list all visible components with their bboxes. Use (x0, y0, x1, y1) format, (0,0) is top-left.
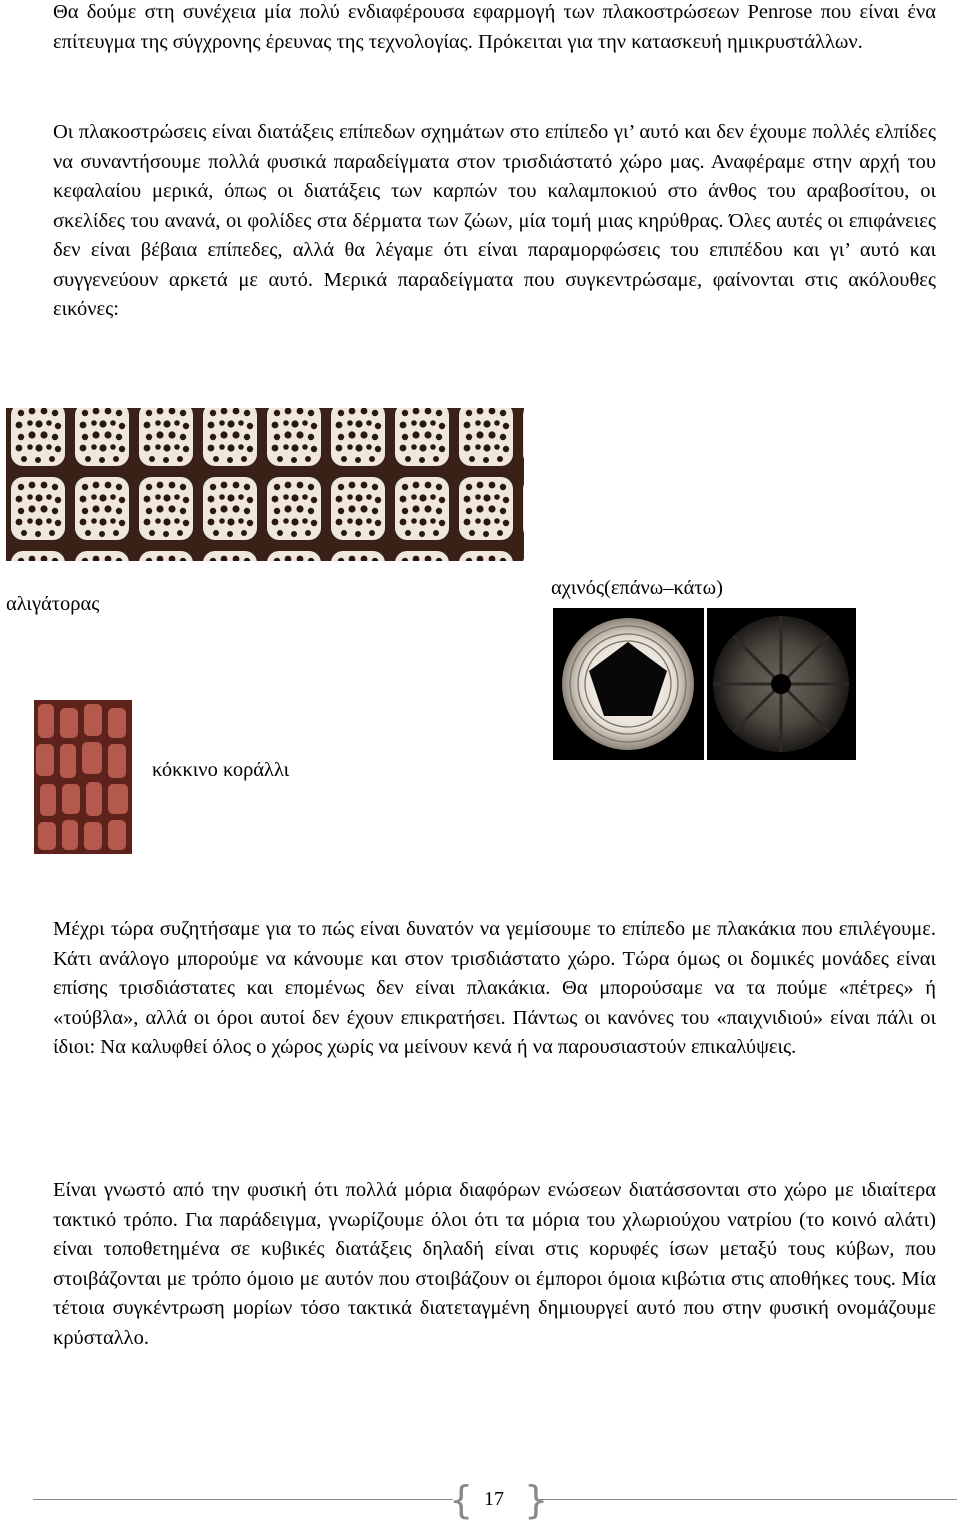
caption-sea-urchin: αχινός(επάνω–κάτω) (551, 577, 723, 599)
paragraph-surfaces: Οι πλακοστρώσεις είναι διατάξεις επίπεδων σχημάτων στο επίπεδο γι’ αυτό και δεν έχουμε πολλές ελπίδες να συναντήσουμε πολλά φυσικά παραδείγματα στον τρισδιάστατό χώρο μας. Αναφέραμε στην αρχή του κεφαλαίου μερικά, όπως οι διατάξεις των καρπών του καλαμποκιού στο άνθος του αραβοσίτου, οι σκελίδες του ανανά, οι φολίδες στα δέρματα των ζώων, μία τομή μιας κηρύθρας. Όλες αυτές οι επιφάνειες δεν είναι βέβαια επίπεδες, αλλά θα λέγαμε ότι είναι παραμορφώσεις του επιπέδου και γι’ αυτό και συγγενεύουν αρκετά με αυτό. Μερικά παραδείγματα που συγκεντρώσαμε, φαίνονται στις ακόλουθες εικόνες: (53, 121, 936, 320)
page-number: 17 (484, 1488, 504, 1510)
paragraph-crystal: Είναι γνωστό από την φυσική ότι πολλά μόρια διαφόρων ενώσεων διατάσσονται στο χώρο με ιδιαίτερα τακτικό τρόπο. Για παράδειγμα, γνωρίζουμε όλοι ότι τα μόρια του χλωριούχου νατρίου (το κοινό αλάτι) είναι τοποθετημένα σε κυβικές διατάξεις δηλαδή είναι στις κορυφές ίσων μεταξύ τους κύβων, που στοιβάζονται με τρόπο όμοιο με αυτόν που στοιβάζουν οι έμποροι όμοια κιβώτια στις αποθήκες τους. Μία τέτοια συγκέντρωση μορίων τόσο τακτικά διατεταγμένη δημιουργεί αυτό που στην φυσική ονομάζουμε κρύσταλλο. (53, 1179, 936, 1349)
paragraph-intro: Θα δούμε στη συνέχεια μία πολύ ενδιαφέρουσα εφαρμογή των πλακοστρώσεων Penrose που είναι ένα επίτευγμα της σύγχρονης έρευνας της τεχνολογίας. Πρόκειται για την κατασκευή ημικρυστάλλων. (53, 1, 936, 53)
paragraph-space: Μέχρι τώρα συζητήσαμε για το πώς είναι δυνατόν να γεμίσουμε το επίπεδο με πλακάκια που επιλέγουμε. Κάτι ανάλογο μπορούμε να κάνουμε και στον τρισδιάστατο χώρο. Τώρα όμως οι δομικές μονάδες είναι επίσης τρισδιάστατες και επομένως δεν είναι πλακάκια. Θα μπορούσαμε να τα πούμε «πέτρες» ή «τούβλα», αλλά οι όροι αυτοί δεν έχουν επικρατήσει. Πάντως οι κανόνες του «παιχνιδιού» είναι πάλι οι ίδιοι: Να καλυφθεί όλος ο χώρος χωρίς να μείνουν κενά ή να παρουσιαστούν επικαλύψεις. (53, 918, 936, 1058)
caption-alligator: αλιγάτορας (6, 593, 100, 615)
sea-urchin-top-image (553, 608, 704, 760)
caption-red-coral: κόκκινο κοράλλι (152, 759, 290, 781)
alligator-skin-image (6, 408, 524, 561)
footer-rule-left (33, 1499, 453, 1500)
footer-right-bracket: } (524, 1478, 549, 1522)
footer-left-bracket: { (449, 1478, 474, 1522)
sea-urchin-bottom-image (707, 608, 856, 760)
footer-rule-right (537, 1499, 957, 1500)
red-coral-image (34, 700, 132, 854)
